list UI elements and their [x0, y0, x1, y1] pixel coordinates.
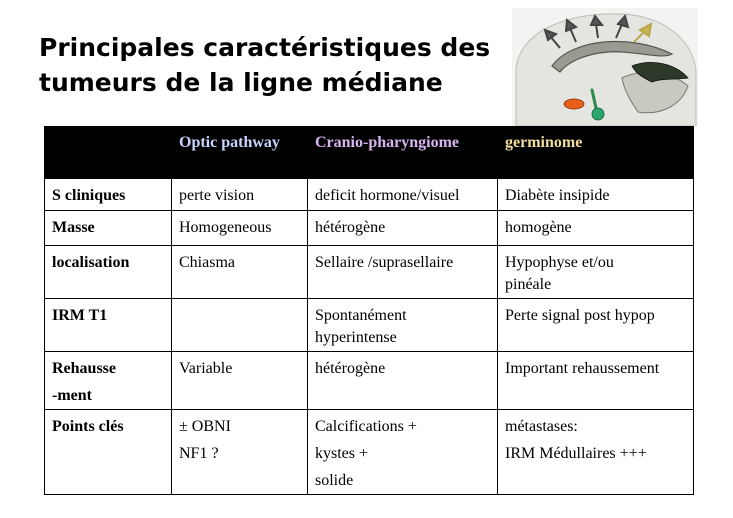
cell-craniopharyngiome [308, 352, 498, 410]
table-row [45, 410, 694, 495]
cell-line: Chiasma [179, 254, 235, 271]
table-row [45, 211, 694, 246]
cell-germinome [498, 352, 694, 410]
cell-line: Spontanément [315, 307, 407, 324]
cell-craniopharyngiome [308, 410, 498, 495]
table-row [45, 299, 694, 352]
cell-line: Points clés [52, 418, 124, 435]
cell-line: Homogeneous [179, 219, 272, 236]
cell-line: hétérogène [315, 360, 386, 377]
cell-craniopharyngiome [308, 211, 498, 246]
cell-germinome [498, 246, 694, 299]
cell-line: Masse [52, 219, 95, 236]
slide-title-line: Principales caractéristiques des [39, 33, 491, 62]
cell-line: Calcifications + [315, 418, 417, 435]
cell-craniopharyngiome [308, 299, 498, 352]
column-header-germinome: germinome [498, 127, 694, 179]
cell-optic-pathway [172, 246, 308, 299]
row-label [45, 410, 172, 495]
cell-line: pinéale [505, 276, 552, 293]
cell-optic-pathway [172, 352, 308, 410]
cell-line: Rehausse [52, 360, 117, 377]
row-label [45, 246, 172, 299]
cell-line: solide [315, 472, 354, 489]
cell-optic-pathway [172, 299, 308, 352]
cell-line: localisation [52, 254, 130, 271]
cell-line: Variable [179, 360, 233, 377]
cell-germinome [498, 299, 694, 352]
row-label [45, 211, 172, 246]
cell-line: ± OBNI [179, 418, 231, 435]
cell-line: S cliniques [52, 187, 126, 204]
cell-line: IRM T1 [52, 307, 108, 324]
column-header-craniopharyngiome: Cranio-pharyngiome [308, 127, 498, 179]
cell-optic-pathway [172, 410, 308, 495]
cell-craniopharyngiome [308, 246, 498, 299]
cell-germinome [498, 179, 694, 211]
cell-line: kystes + [315, 445, 369, 462]
table-row [45, 352, 694, 410]
cell-line: Sellaire /suprasellaire [315, 254, 454, 271]
cell-germinome [498, 211, 694, 246]
row-label [45, 179, 172, 211]
column-header-empty [45, 127, 172, 179]
cell-craniopharyngiome [308, 179, 498, 211]
cell-germinome [498, 410, 694, 495]
cell-optic-pathway [172, 211, 308, 246]
brain-midline-illustration [512, 8, 698, 126]
cell-line: deficit hormone/visuel [315, 187, 460, 204]
cell-line: homogène [505, 219, 572, 236]
cell-line: hétérogène [315, 219, 386, 236]
tumor-comparison-table [44, 126, 694, 495]
cell-line: NF1 ? [179, 445, 219, 462]
cell-line: Important rehaussement [505, 360, 660, 377]
cell-line: perte vision [179, 187, 255, 204]
table-row [45, 246, 694, 299]
cell-line: -ment [52, 387, 92, 404]
slide-title [39, 30, 509, 100]
row-label [45, 352, 172, 410]
cell-line: Diabète insipide [505, 187, 610, 204]
cell-line: IRM Médullaires +++ [505, 445, 647, 462]
column-header-optic-pathway: Optic pathway [172, 127, 308, 179]
cell-line: Hypophyse et/ou [505, 254, 614, 271]
cell-line: métastases: [505, 418, 578, 435]
cell-line: hyperintense [315, 329, 397, 346]
cell-line: Perte signal post hypop [505, 307, 655, 324]
cell-optic-pathway [172, 179, 308, 211]
row-label [45, 299, 172, 352]
table-row [45, 179, 694, 211]
slide-title-line: tumeurs de la ligne médiane [39, 68, 443, 97]
table-header-row [45, 127, 694, 179]
